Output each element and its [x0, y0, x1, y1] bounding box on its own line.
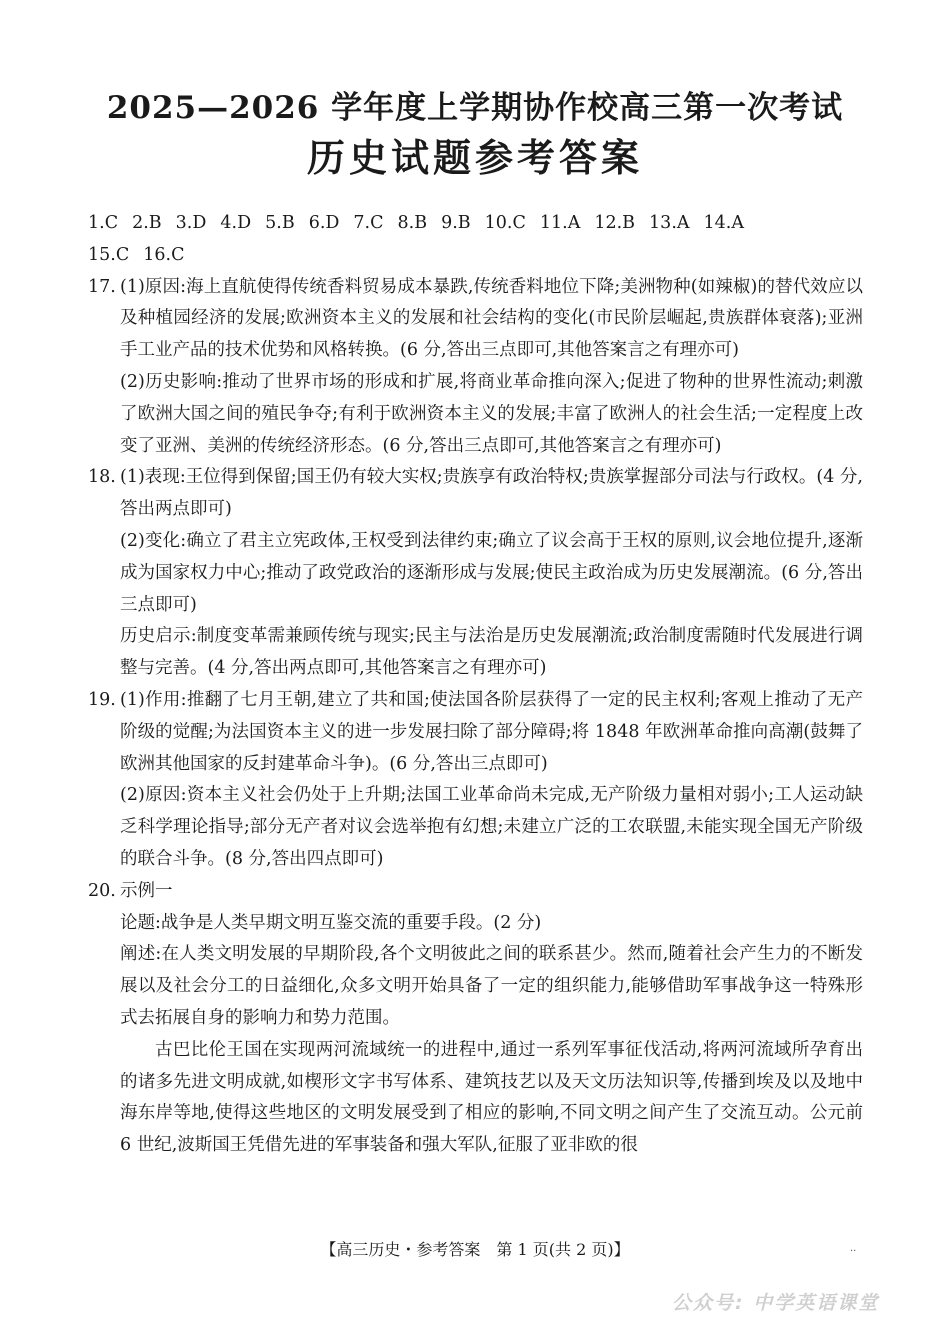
choice-answer: 16.C	[143, 244, 185, 265]
choice-answer: 6.D	[308, 213, 340, 233]
choice-answer: 5.B	[265, 213, 295, 233]
choice-answers-row-2	[88, 240, 863, 272]
question-number: 18.	[88, 467, 116, 488]
q19-part-2: (2)原因:资本主义社会仍处于上升期;法国工业革命尚未完成,无产阶级力量相对弱小;工人运动缺乏科学理论指导;部分无产者对议会选举抱有幻想;未建立广泛的工农联盟,未能实现全国无产阶级的联合斗争。(8 分,答出四点即可)	[120, 785, 863, 869]
q17-part-2: (2)历史影响:推动了世界市场的形成和扩展,将商业革命推向深入;促进了物种的世界性流动;刺激了欧洲大国之间的殖民争夺;有利于欧洲资本主义的发展;丰富了欧洲人的社会生活;一定程度上改变了亚洲、美洲的传统经济形态。(6 分,答出三点即可,其他答案言之有理亦可)	[120, 371, 863, 456]
exam-title: 2025—2026 学年度上学期协作校高三第一次考试	[106, 90, 844, 126]
question-18	[88, 462, 863, 685]
q20-elaboration: 阐述:在人类文明发展的早期阶段,各个文明彼此之间的联系甚少。然而,随着社会产生力的不断发展以及社会分工的日益细化,众多文明开始具备了一定的组织能力,能够借助军事战争这一特殊形式去拓展自身的影响力和势力范围。	[120, 944, 863, 1028]
question-17	[88, 272, 863, 463]
q20-paragraph: 古巴比伦王国在实现两河流域统一的进程中,通过一系列军事征伐活动,将两河流域所孕育出的诸多先进文明成就,如楔形文字书写体系、建筑技艺以及天文历法知识等,传播到埃及以及地中海东岸等地,使得这些地区的文明发展受到了相应的影响,不同文明之间产生了交流互动。公元前 6 世纪,波斯国王凭借先进的军事装备和强大军队,征服了亚非欧的很	[120, 1039, 863, 1156]
question-19	[88, 685, 863, 876]
q20-example-label: 示例一	[120, 880, 173, 901]
choice-answer: 14.A	[703, 213, 744, 233]
choice-answers-row-1	[88, 208, 863, 240]
choice-answer: 13.A	[649, 213, 690, 233]
q18-insight: 历史启示:制度变革需兼顾传统与现实;民主与法治是历史发展潮流;政治制度需随时代发展进行调整与完善。(4 分,答出两点即可,其他答案言之有理亦可)	[120, 626, 863, 679]
choice-answer: 3.D	[175, 213, 207, 233]
choice-answer: 1.C	[88, 213, 119, 233]
q18-part-2: (2)变化:确立了君主立宪政体,王权受到法律约束;确立了议会高于王权的原则,议会地位提升,逐渐成为国家权力中心;推动了政党政治的逐渐形成与发展;使民主政治成为历史发展潮流。(6 分,答出三点即可)	[120, 530, 863, 615]
answer-content	[88, 208, 863, 1162]
answer-key-title: 历史试题参考答案	[306, 135, 643, 180]
question-number: 17.	[88, 276, 116, 297]
choice-answer: 8.B	[397, 213, 428, 233]
choice-answer: 11.A	[539, 213, 581, 233]
page-mark: ··	[850, 1246, 857, 1257]
page-footer: 【高三历史・参考答案 第 1 页(共 2 页)】	[320, 1240, 630, 1259]
choice-answer: 9.B	[441, 213, 471, 233]
choice-answer: 7.C	[353, 213, 384, 233]
q19-part-1: (1)作用:推翻了七月王朝,建立了共和国;使法国各阶层获得了一定的民主权利;客观上推动了无产阶级的觉醒;为法国资本主义的进一步发展扫除了部分障碍;将 1848 年欧洲革命推向高潮(鼓舞了欧洲其他国家的反封建革命斗争)。(6 分,答出三点即可)	[120, 689, 863, 774]
question-number: 20.	[88, 880, 116, 901]
question-20	[88, 876, 863, 1162]
choice-answer: 15.C	[88, 244, 130, 265]
question-number: 19.	[88, 689, 116, 710]
q18-part-1: (1)表现:王位得到保留;国王仍有较大实权;贵族享有政治特权;贵族掌握部分司法与行政权。(4 分,答出两点即可)	[120, 467, 863, 520]
choice-answer: 12.B	[594, 213, 636, 233]
q20-thesis: 论题:战争是人类早期文明互鉴交流的重要手段。(2 分)	[120, 912, 542, 933]
choice-answer: 4.D	[220, 213, 252, 233]
choice-answer: 2.B	[132, 213, 162, 233]
q17-part-1: (1)原因:海上直航使得传统香料贸易成本暴跌,传统香料地位下降;美洲物种(如辣椒)的替代效应以及种植园经济的发展;欧洲资本主义的发展和社会结构的变化(市民阶层崛起,贵族群体衰落);亚洲手工业产品的技术优势和风格转换。(6 分,答出三点即可,其他答案言之有理亦可)	[120, 276, 863, 361]
choice-answer: 10.C	[484, 213, 526, 233]
watermark: 公众号: 中学英语课堂	[672, 1292, 880, 1314]
